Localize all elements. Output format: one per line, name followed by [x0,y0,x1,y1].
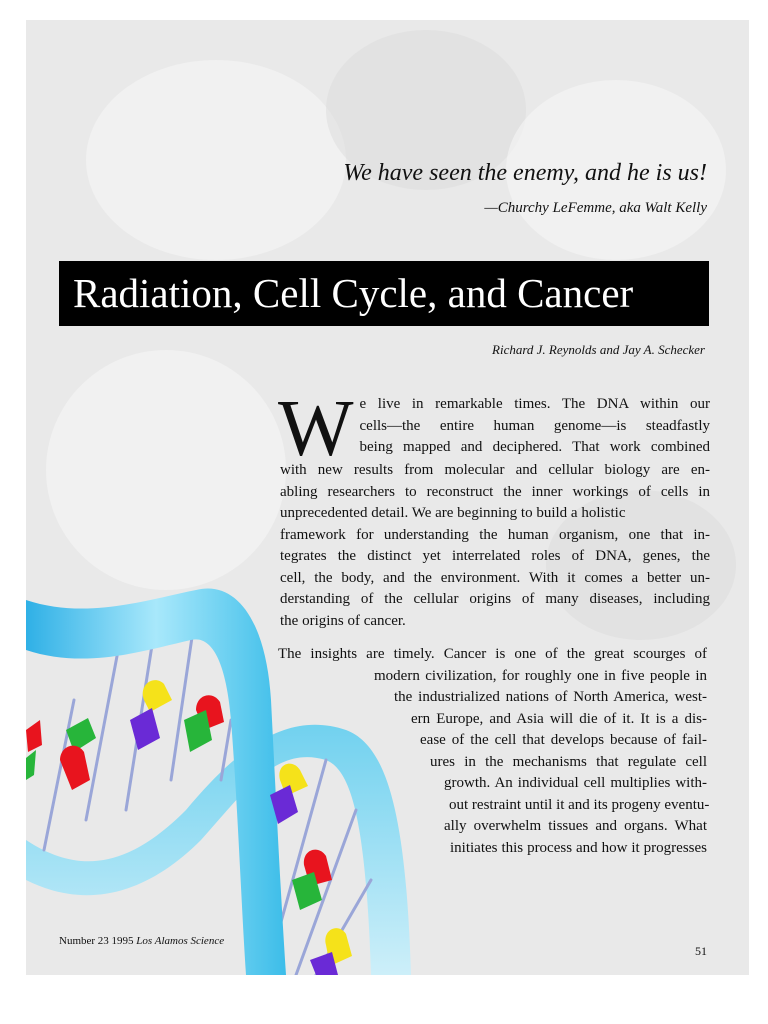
base-pair [130,680,172,750]
dna-strand-front [26,588,286,975]
text-line: ern Europe, and Asia will die of it. It is a dis- [411,710,707,727]
text-line: out restraint until it and its progeny eventu- [449,796,710,813]
article-title: Radiation, Cell Cycle, and Cancer [73,270,634,316]
drop-cap: W [278,385,354,473]
text-line: initiates this process and how it progresses [450,839,707,856]
title-banner [59,261,709,326]
issue-number: Number 23 1995 [59,935,134,947]
text-line: cell, the body, and the environment. With it comes a better un- [280,569,710,586]
publication-name: Los Alamos Science [136,935,225,947]
text-line: with new results from molecular and cellular biology are en- [280,462,710,478]
text-line: The insights are timely. Cancer is one of the great scourges of [278,646,707,662]
base-pair [310,928,352,975]
text-line: the origins of cancer. [280,612,406,629]
page-number: 51 [695,944,707,958]
epigraph-quote: We have seen the enemy, and he is us! [343,160,707,186]
base-pair [270,764,308,824]
text-line: ease of the cell that develops because of fail- [420,732,707,748]
epigraph-attribution: —Churchy LeFemme, aka Walt Kelly [484,200,707,216]
text-line: modern civilization, for roughly one in five people in [374,667,707,684]
text-line: being mapped and deciphered. That work combined [359,439,710,455]
footer-issue-info [59,935,224,947]
text-line: unprecedented detail. We are beginning to build a holistic [280,505,626,521]
base-pair [26,720,42,780]
text-line: ally overwhelm tissues and organs. What [444,818,707,834]
text-line: the industrialized nations of North America, west- [394,689,707,705]
magazine-page [26,20,749,975]
text-line: cells—the entire human genome—is steadfastly [359,417,710,434]
text-line: growth. An individual cell multiplies with- [444,775,707,791]
text-line: tegrates the distinct yet interrelated roles of DNA, genes, the [280,548,710,564]
base-pair [184,695,224,752]
text-line: framework for understanding the human organism, one that in- [280,526,710,543]
background-texture [46,350,286,590]
article-authors: Richard J. Reynolds and Jay A. Schecker [492,342,705,357]
text-line: derstanding of the cellular origins of many diseases, including [280,591,710,607]
text-line: e live in remarkable times. The DNA within our [359,396,710,412]
dna-helix-illustration [26,580,446,975]
text-line: abling researchers to reconstruct the inner workings of cells in [280,483,710,500]
text-line: ures in the mechanisms that regulate cell [430,753,707,770]
base-pair [60,718,96,790]
